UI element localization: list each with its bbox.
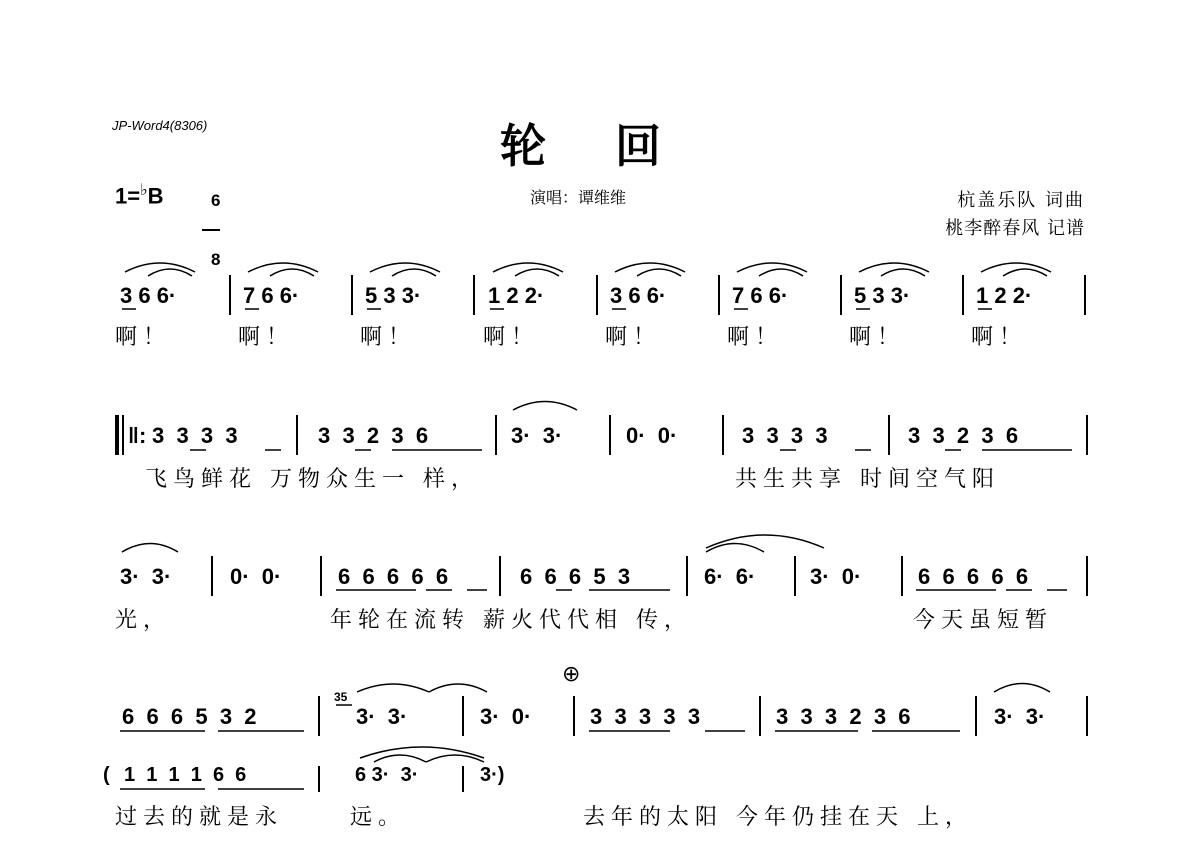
- measure-8-notes: 1 2 2·: [976, 283, 1033, 308]
- lyric-5: 啊！: [605, 325, 662, 350]
- measure-10-notes: 3 3 2 3 6: [318, 423, 429, 448]
- alt-measure-3: 3·): [480, 764, 505, 786]
- lyric-line-4c: 去年的太阳 今年仍挂在天 上，: [583, 805, 973, 830]
- measure-5-notes: 3 6 6·: [610, 283, 667, 308]
- key-prefix: 1=: [115, 183, 141, 209]
- lyric-line-3b: 年轮在流转 薪火代代相 传，: [330, 608, 692, 633]
- measure-23-notes: 3· 3·: [356, 704, 408, 729]
- measure-2-notes: 7 6 6·: [243, 283, 300, 308]
- software-label: JP-Word4(8306): [112, 118, 208, 133]
- singer-credit: 演唱：谭维维: [530, 188, 627, 207]
- measure-3-notes: 5 3 3·: [365, 283, 422, 308]
- meter-bottom: 8: [210, 250, 221, 269]
- coda-sign: ⊕: [562, 662, 581, 687]
- measure-20-notes: 3· 0·: [810, 564, 862, 589]
- measure-22-notes: 6 6 6 5 3 2: [122, 704, 257, 729]
- measure-6-notes: 7 6 6·: [732, 283, 789, 308]
- measure-7-notes: 5 3 3·: [854, 283, 911, 308]
- lyric-6: 啊！: [727, 325, 784, 350]
- measure-27-notes: 3· 3·: [994, 704, 1046, 729]
- lyric-2: 啊！: [238, 325, 295, 350]
- lyric-7: 啊！: [849, 325, 906, 350]
- measure-16-notes: 0· 0·: [230, 564, 282, 589]
- measure-24-notes: 3· 0·: [480, 704, 532, 729]
- composer-credit: 杭盖乐队 词曲: [957, 190, 1085, 211]
- measure-19-notes: 6· 6·: [704, 564, 756, 589]
- measure-4-notes: 1 2 2·: [488, 283, 545, 308]
- alt-measure-2: 6 3· 3·: [355, 764, 419, 786]
- measure-12-notes: 0· 0·: [626, 423, 678, 448]
- lyric-line-4b: 远。: [350, 805, 407, 830]
- alt-measure-1: 1 1 1 1 6 6: [124, 764, 247, 786]
- measure-9-notes: 3 3 3 3: [152, 423, 238, 448]
- meter-top: 6: [210, 191, 221, 210]
- key-note: B: [147, 183, 164, 209]
- flat-sign: ♭: [140, 182, 148, 199]
- grace-notes: 35: [334, 690, 348, 704]
- lyric-line-3a: 光，: [115, 608, 172, 633]
- lyric-8: 啊！: [971, 325, 1028, 350]
- measure-1-notes: 3 6 6·: [120, 283, 177, 308]
- song-title: 轮 回: [500, 119, 673, 173]
- transcriber-credit: 桃李醉春风 记谱: [945, 218, 1085, 239]
- measure-11-notes: 3· 3·: [511, 423, 563, 448]
- measure-26-notes: 3 3 3 2 3 6: [776, 704, 911, 729]
- measure-14-notes: 3 3 2 3 6: [908, 423, 1019, 448]
- lyric-line-4a: 过去的就是永: [115, 805, 284, 830]
- alt-open-paren: (: [103, 764, 110, 786]
- measure-25-notes: 3 3 3 3 3: [590, 704, 701, 729]
- measure-18-notes: 6 6 6 5 3: [520, 564, 631, 589]
- lyric-line-2b: 共生共享 时间空气阳: [735, 467, 1000, 492]
- repeat-sign: ‖:: [128, 423, 147, 448]
- measure-13-notes: 3 3 3 3: [742, 423, 828, 448]
- measure-15-notes: 3· 3·: [120, 564, 172, 589]
- lyric-4: 啊！: [483, 325, 540, 350]
- lyric-line-3c: 今天虽短暂: [913, 608, 1054, 633]
- measure-21-notes: 6 6 6 6 6: [918, 564, 1029, 589]
- measure-17-notes: 6 6 6 6 6: [338, 564, 449, 589]
- lyric-1: 啊！: [115, 325, 172, 350]
- lyric-line-2a: 飞鸟鲜花 万物众生一 样，: [145, 467, 479, 492]
- lyric-3: 啊！: [360, 325, 417, 350]
